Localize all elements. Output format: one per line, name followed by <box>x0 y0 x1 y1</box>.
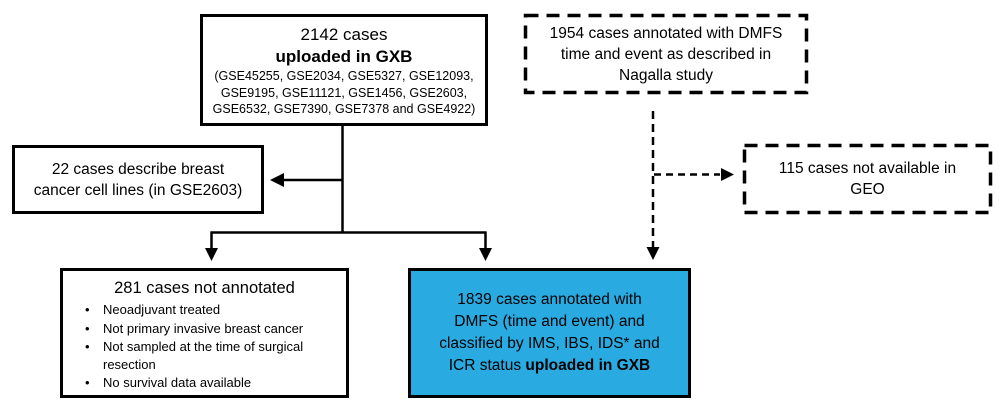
case-count-2142: 2142 cases <box>300 25 388 45</box>
box-1839-final-cohort <box>408 268 691 398</box>
geo-line-2: GEO <box>850 181 885 198</box>
box-22-cell-lines <box>12 145 264 214</box>
cell-lines-line-2: cancer cell lines (in GSE2603) <box>33 181 243 199</box>
exclusion-reason-list <box>73 301 336 393</box>
exclusion-reason: • No survival data available <box>103 374 336 392</box>
final-line-2: DMFS (time and event) and <box>454 313 645 330</box>
uploaded-gxb-label: uploaded in GXB <box>275 47 413 67</box>
not-annotated-title: 281 cases not annotated <box>114 279 295 297</box>
nagalla-line-2: time and event as described in <box>560 45 772 63</box>
exclusion-reason: • Neoadjuvant treated <box>103 301 336 319</box>
dashed-arrow-nagalla-to-final <box>647 111 660 260</box>
nagalla-line-3: Nagalla study <box>619 66 713 84</box>
dataset-list-line-2: GSE9195, GSE11121, GSE1456, GSE2603, <box>220 85 468 100</box>
final-uploaded-gxb-label: uploaded in GXB <box>525 357 651 374</box>
arrow-to-cell-lines <box>270 173 343 187</box>
exclusion-reason: • Not primary invasive breast cancer <box>103 320 336 338</box>
final-line-4-prefix: ICR status <box>448 357 526 374</box>
box-2142-uploaded-gxb <box>200 14 488 126</box>
cell-lines-line-1: 22 cases describe breast <box>51 160 225 178</box>
dataset-list-line-1: (GSE45255, GSE2034, GSE5327, GSE12093, <box>214 69 474 84</box>
final-line-1: 1839 cases annotated with <box>457 291 642 308</box>
final-line-3: classified by IMS, IBS, IDS* and <box>439 335 660 352</box>
geo-line-1: 115 cases not available in <box>778 160 957 177</box>
dashed-arrow-to-geo <box>654 168 734 181</box>
dataset-list-line-3: GSE6532, GSE7390, GSE7378 and GSE4922) <box>212 102 476 117</box>
box-1954-nagalla <box>524 14 808 94</box>
arrow-to-not-annotated <box>205 232 218 262</box>
nagalla-line-1: 1954 cases annotated with DMFS <box>549 24 783 42</box>
box-281-not-annotated <box>60 268 349 398</box>
arrow-to-final-box <box>479 232 492 262</box>
box-115-not-in-geo <box>743 144 992 214</box>
final-line-4 <box>449 355 651 377</box>
exclusion-reason: • Not sampled at the time of surgical resection <box>103 338 336 373</box>
